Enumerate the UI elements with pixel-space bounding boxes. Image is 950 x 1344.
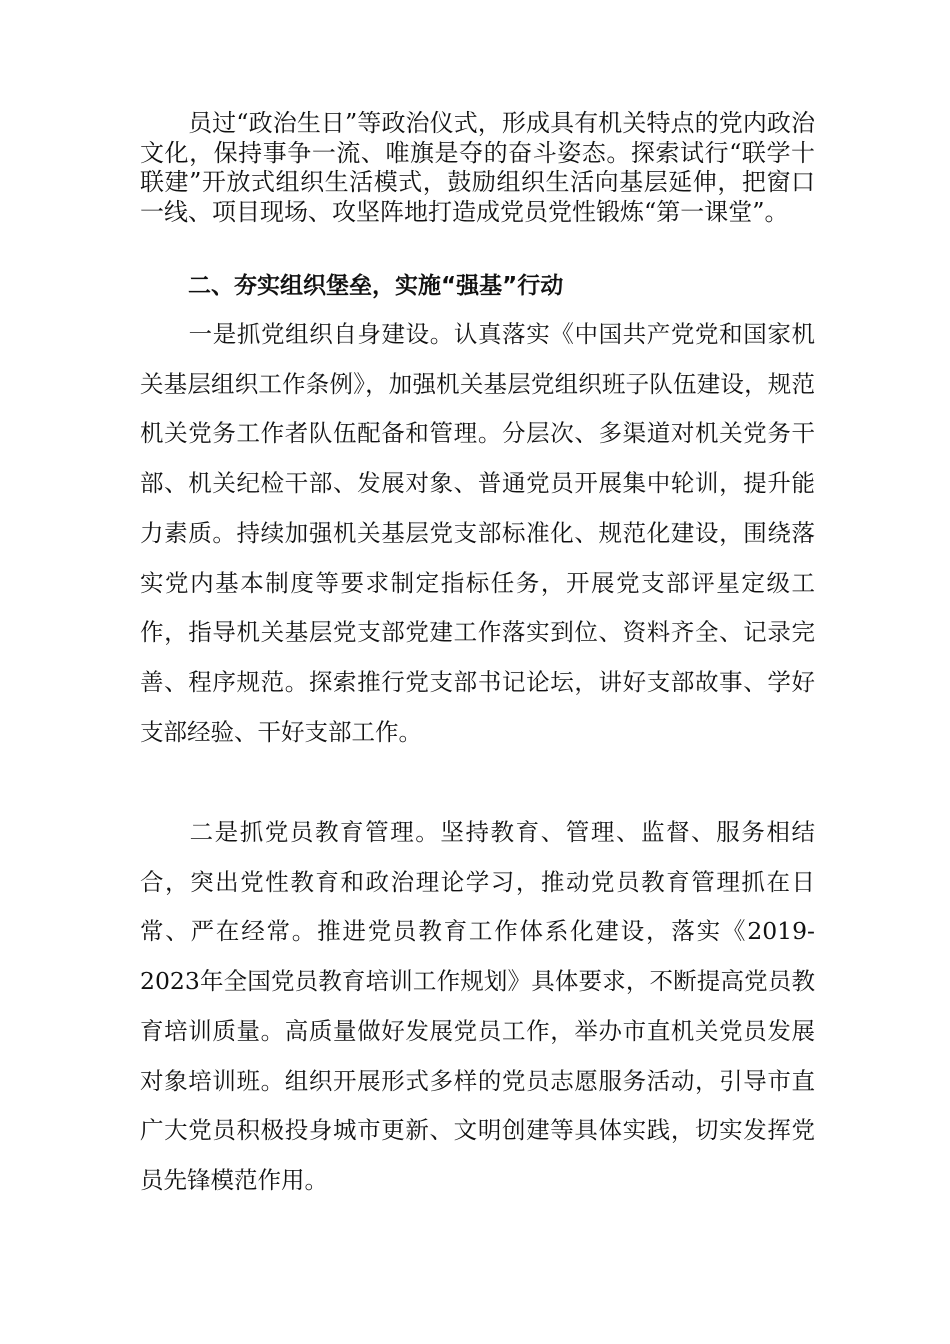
paragraph-continuation	[140, 109, 815, 227]
paragraph-text: 一是抓党组织自身建设。认真落实《中国共产党党和国家机关基层组织工作条例》，加强机关基层党组织班子队伍建设，规范机关党务工作者队伍配备和管理。分层次、多渠道对机关党务干部、机关纪检干部、发展对象、普通党员开展集中轮训，提升能力素质。持续加强机关基层党支部标准化、规范化建设，围绕落实党内基本制度等要求制定指标任务，开展党支部评星定级工作，指导机关基层党支部党建工作落实到位、资料齐全、记录完善、程序规范。探索推行党支部书记论坛，讲好支部故事、学好支部经验、干好支部工作。	[140, 320, 815, 746]
paragraph-party-organization	[140, 310, 815, 757]
paragraph-text: 二是抓党员教育管理。坚持教育、管理、监督、服务相结合，突出党性教育和政治理论学习，推动党员教育管理抓在日常、严在经常。推进党员教育工作体系化建设，落实《2019-2023年全国党员教育培训工作规划》具体要求，不断提高党员教育培训质量。高质量做好发展党员工作，举办市直机关党员发展对象培训班。组织开展形式多样的党员志愿服务活动，引导市直广大党员积极投身城市更新、文明创建等具体实践，切实发挥党员先锋模范作用。	[140, 818, 815, 1194]
paragraph-text: 员过“政治生日”等政治仪式，形成具有机关特点的党内政治文化，保持事争一流、唯旗是夺的奋斗姿态。探索试行“联学十联建”开放式组织生活模式，鼓励组织生活向基层延伸，把窗口一线、项目现场、攻坚阵地打造成党员党性锻炼“第一课堂”。	[140, 109, 815, 226]
paragraph-member-education	[140, 808, 815, 1206]
section-heading: 二、夯实组织堡垒，实施“强基”行动	[188, 273, 564, 299]
